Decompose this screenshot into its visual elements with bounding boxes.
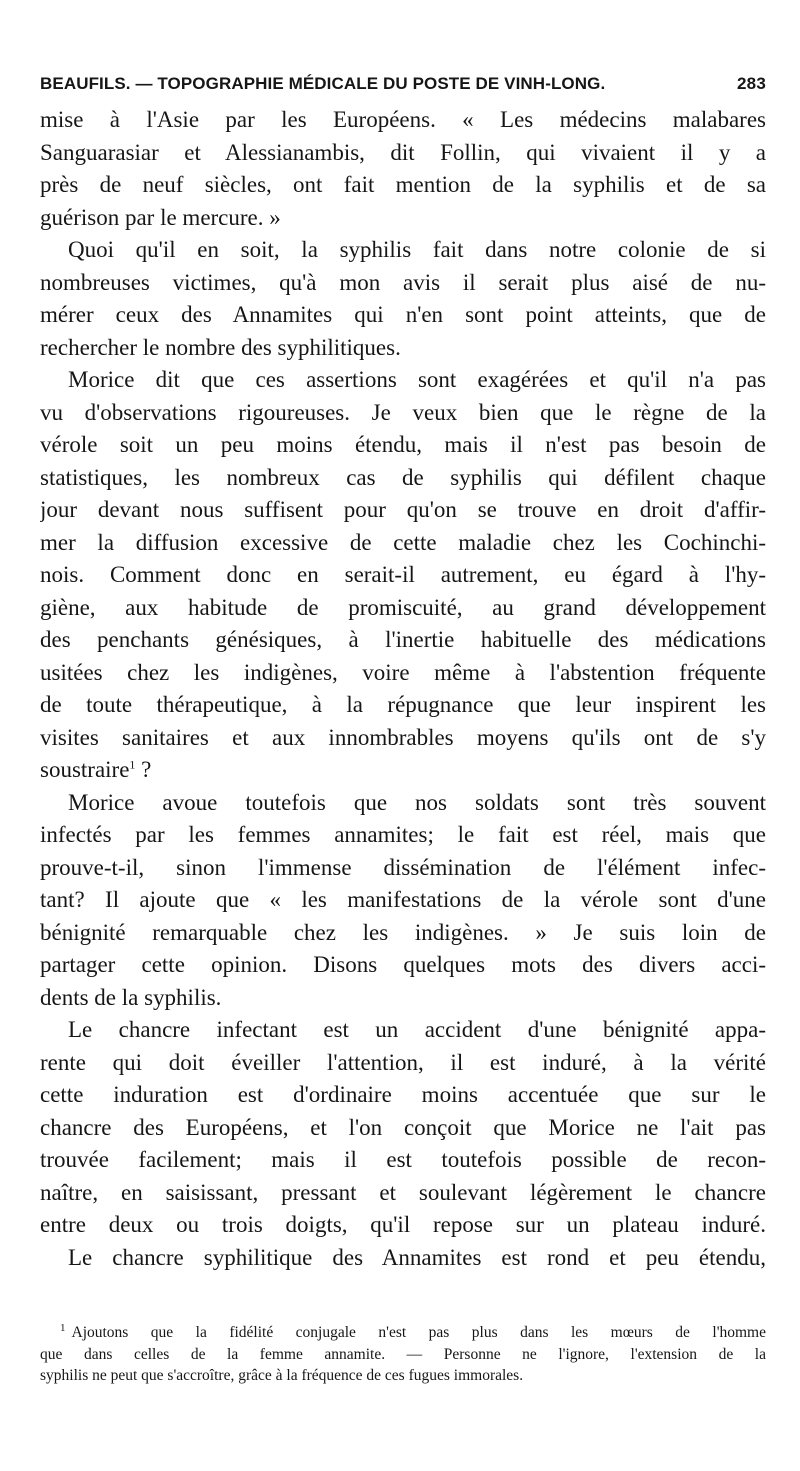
text-line-content: naître, en saisissant, pressant et soulevant légèrement le chancre <box>40 1179 766 1205</box>
text-line-content: chancre des Européens, et l'on conçoit que Morice ne l'ait pas <box>40 1114 766 1140</box>
text-line <box>40 202 766 235</box>
body-text <box>40 104 766 1274</box>
footnote-marker: 1 <box>60 1322 66 1334</box>
text-line-content: près de neuf siècles, ont fait mention de la syphilis et de sa <box>40 172 766 197</box>
text-line <box>40 624 766 657</box>
text-line <box>40 234 766 267</box>
text-line-content: des penchants génésiques, à l'inertie habituelle des médications <box>40 627 766 652</box>
text-line-content: nois. Comment donc en serait-il autrement, eu égard à l'hy- <box>40 562 766 587</box>
footnote-line-content: que dans celles de la femme annamite. — Personne ne l'ignore, l'extension de la <box>40 1345 766 1363</box>
text-line <box>40 462 766 495</box>
text-line <box>40 397 766 430</box>
text-line-content: soustraire <box>40 757 130 782</box>
text-line-content: mer la diffusion excessive de cette maladie chez les Cochinchi- <box>40 529 766 555</box>
text-line <box>40 429 766 462</box>
text-line <box>40 364 766 397</box>
text-line-content: jour devant nous suffisent pour qu'on se trouve en droit d'affir- <box>40 497 766 522</box>
text-line <box>40 852 766 885</box>
text-line <box>40 592 766 625</box>
text-line-content: de toute thérapeutique, à la répugnance que leur inspirent les <box>40 692 766 717</box>
running-head <box>40 74 766 100</box>
text-line <box>40 1144 766 1177</box>
text-line-suffix: ? <box>135 757 152 782</box>
text-line-content: giène, aux habitude de promiscuité, au grand développement <box>40 594 766 620</box>
text-line-content: Le chancre syphilitique des Annamites est rond et peu étendu, <box>68 1244 766 1270</box>
text-line <box>40 754 766 787</box>
text-line-content: infectés par les femmes annamites; le fait est réel, mais que <box>40 822 766 847</box>
text-line <box>40 949 766 982</box>
text-line-content: statistiques, les nombreux cas de syphilis qui défilent chaque <box>40 464 766 490</box>
text-line <box>40 917 766 950</box>
footnote-line-content: Ajoutons que la fidélité conjugale n'est pas plus dans les mœurs de l'homme <box>71 1324 766 1341</box>
text-line-content: mise à l'Asie par les Européens. « Les médecins malabares <box>40 107 766 132</box>
text-line-content: Morice dit que ces assertions sont exagérées et qu'il n'a pas <box>68 367 766 392</box>
text-line-content: cette induration est d'ordinaire moins accentuée que sur le <box>40 1082 766 1107</box>
footnote-reference: 1 <box>129 757 136 772</box>
text-line-content: prouve-t-il, sinon l'immense dissémination de l'élément infec- <box>40 854 766 880</box>
text-line <box>40 1079 766 1112</box>
text-line-content: Sanguarasiar et Alessianambis, dit Follin, qui vivaient il y a <box>40 139 766 165</box>
text-line <box>40 1242 766 1275</box>
text-line-content: vérole soit un peu moins étendu, mais il n'est pas besoin de <box>40 432 766 457</box>
text-line-content: dents de la syphilis. <box>40 984 222 1010</box>
text-line <box>40 332 766 365</box>
text-line-content: usitées chez les indigènes, voire même à l'abstention fréquente <box>40 659 766 685</box>
text-line <box>40 819 766 852</box>
text-line <box>40 1047 766 1080</box>
page-number: 283 <box>737 74 766 93</box>
text-line <box>40 494 766 527</box>
text-line-content: guérison par le mercure. » <box>40 204 281 230</box>
text-line-content: rente qui doit éveiller l'attention, il est induré, à la vérité <box>40 1049 766 1075</box>
text-line <box>40 1177 766 1210</box>
footnote-line <box>40 1344 766 1366</box>
text-line <box>40 169 766 202</box>
text-line <box>40 884 766 917</box>
text-line-content: trouvée facilement; mais il est toutefois possible de recon- <box>40 1147 766 1172</box>
footnote-line-content: syphilis ne peut que s'accroître, grâce à la fréquence de ces fugues immorales. <box>40 1367 524 1384</box>
text-line <box>40 1209 766 1242</box>
text-line <box>40 1112 766 1145</box>
text-line <box>40 657 766 690</box>
text-line <box>40 982 766 1015</box>
text-line <box>40 104 766 137</box>
running-head-title: BEAUFILS. — TOPOGRAPHIE MÉDICALE DU POSTE DE VINH-LONG. <box>40 74 606 93</box>
text-line-content: rechercher le nombre des syphilitiques. <box>40 334 401 360</box>
text-line-content: Quoi qu'il en soit, la syphilis fait dans notre colonie de si <box>68 237 766 262</box>
text-line <box>40 689 766 722</box>
text-line <box>40 1014 766 1047</box>
text-line-content: bénignité remarquable chez les indigènes. » Je suis loin de <box>40 919 766 945</box>
text-line <box>40 787 766 820</box>
text-line-content: Morice avoue toutefois que nos soldats sont très souvent <box>68 789 766 815</box>
text-line-content: partager cette opinion. Disons quelques mots des divers acci- <box>40 952 766 977</box>
text-line <box>40 299 766 332</box>
text-line-content: nombreuses victimes, qu'à mon avis il serait plus aisé de nu- <box>40 269 766 295</box>
text-line-content: mérer ceux des Annamites qui n'en sont point atteints, que de <box>40 302 766 327</box>
text-line <box>40 137 766 170</box>
footnote-line <box>40 1322 766 1344</box>
text-line <box>40 527 766 560</box>
footnote <box>40 1322 766 1387</box>
text-line-content: vu d'observations rigoureuses. Je veux bien que le règne de la <box>40 399 766 425</box>
text-line-content: entre deux ou trois doigts, qu'il repose sur un plateau induré. <box>40 1212 766 1237</box>
text-line <box>40 559 766 592</box>
footnote-line <box>40 1365 766 1387</box>
text-line-content: tant? Il ajoute que « les manifestations de la vérole sont d'une <box>40 887 766 912</box>
text-line-content: visites sanitaires et aux innombrables moyens qu'ils ont de s'y <box>40 724 766 750</box>
text-line <box>40 722 766 755</box>
text-line <box>40 267 766 300</box>
text-line-content: Le chancre infectant est un accident d'une bénignité appa- <box>68 1017 766 1042</box>
